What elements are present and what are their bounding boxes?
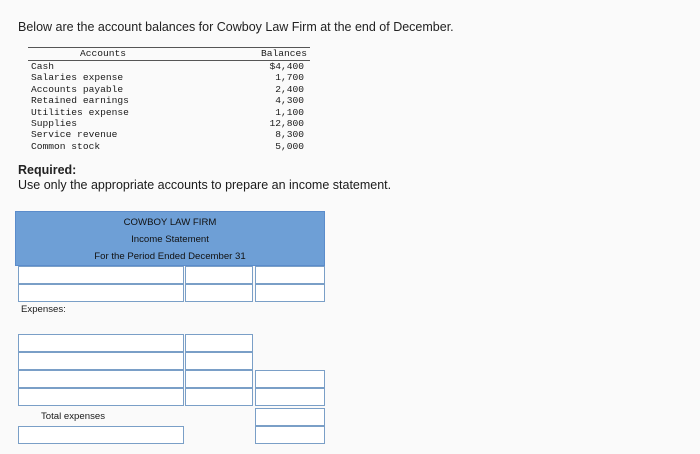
expense-row xyxy=(15,370,325,388)
expense-total-input[interactable] xyxy=(255,388,325,406)
amount-input[interactable] xyxy=(185,266,253,284)
balance-row xyxy=(28,141,310,152)
total-expenses-row xyxy=(15,406,325,426)
expense-amount-input[interactable] xyxy=(185,388,253,406)
balance-row xyxy=(28,61,310,72)
expense-amount-input[interactable] xyxy=(185,370,253,388)
account-amount: 1,700 xyxy=(275,72,304,84)
spacer-row xyxy=(15,322,325,334)
expense-account-input[interactable] xyxy=(18,388,184,406)
expense-row xyxy=(15,334,325,352)
total-expenses-label: Total expenses xyxy=(41,411,105,422)
account-name: Salaries expense xyxy=(31,72,124,84)
expense-account-input[interactable] xyxy=(18,334,184,352)
required-section xyxy=(18,163,391,192)
account-input[interactable] xyxy=(18,284,184,302)
account-name: Common stock xyxy=(31,140,101,152)
account-amount: 1,100 xyxy=(275,106,304,118)
expense-row xyxy=(15,352,325,370)
total-input[interactable] xyxy=(255,266,325,284)
income-statement-form xyxy=(15,211,325,444)
balance-row xyxy=(28,118,310,129)
account-name: Service revenue xyxy=(31,129,118,141)
expense-total-input[interactable] xyxy=(255,370,325,388)
firm-name: COWBOY LAW FIRM xyxy=(123,217,217,228)
empty-cell xyxy=(255,334,325,352)
balance-row xyxy=(28,95,310,106)
account-name: Cash xyxy=(31,61,55,72)
revenue-row xyxy=(15,266,325,284)
statement-header xyxy=(15,211,325,266)
balances-header xyxy=(28,48,310,61)
expense-amount-input[interactable] xyxy=(185,352,253,370)
account-amount: 8,300 xyxy=(275,129,304,141)
total-expenses-input[interactable] xyxy=(255,408,325,426)
account-name: Utilities expense xyxy=(31,106,129,118)
expense-account-input[interactable] xyxy=(18,370,184,388)
expenses-label: Expenses: xyxy=(21,304,66,315)
account-name: Accounts payable xyxy=(31,83,124,95)
amount-input[interactable] xyxy=(185,284,253,302)
balance-row xyxy=(28,84,310,95)
total-input[interactable] xyxy=(255,284,325,302)
required-title: Required: xyxy=(18,163,77,177)
balance-row xyxy=(28,107,310,118)
revenue-row xyxy=(15,284,325,302)
empty-cell xyxy=(255,352,325,370)
balance-row xyxy=(28,72,310,83)
expense-row xyxy=(15,388,325,406)
balance-row xyxy=(28,129,310,140)
intro-text: Below are the account balances for Cowboy Law Firm at the end of December. xyxy=(18,20,454,34)
account-amount: 5,000 xyxy=(275,140,304,152)
expense-amount-input[interactable] xyxy=(185,334,253,352)
net-income-label-input[interactable] xyxy=(18,426,184,444)
account-amount: 4,300 xyxy=(275,95,304,107)
account-amount: $4,400 xyxy=(269,61,304,72)
statement-title: Income Statement xyxy=(131,234,209,245)
account-name: Retained earnings xyxy=(31,95,129,107)
expense-account-input[interactable] xyxy=(18,352,184,370)
account-name: Supplies xyxy=(31,117,78,129)
required-instructions: Use only the appropriate accounts to prepare an income statement. xyxy=(18,178,392,192)
net-income-row xyxy=(15,426,325,444)
statement-period: For the Period Ended December 31 xyxy=(94,251,246,262)
account-amount: 2,400 xyxy=(275,83,304,95)
account-amount: 12,800 xyxy=(269,117,304,129)
expenses-label-row xyxy=(15,302,325,322)
account-input[interactable] xyxy=(18,266,184,284)
account-balances-table xyxy=(28,47,310,152)
accounts-column-header: Accounts xyxy=(79,48,127,59)
balances-column-header: Balances xyxy=(260,48,307,59)
net-income-input[interactable] xyxy=(255,426,325,444)
